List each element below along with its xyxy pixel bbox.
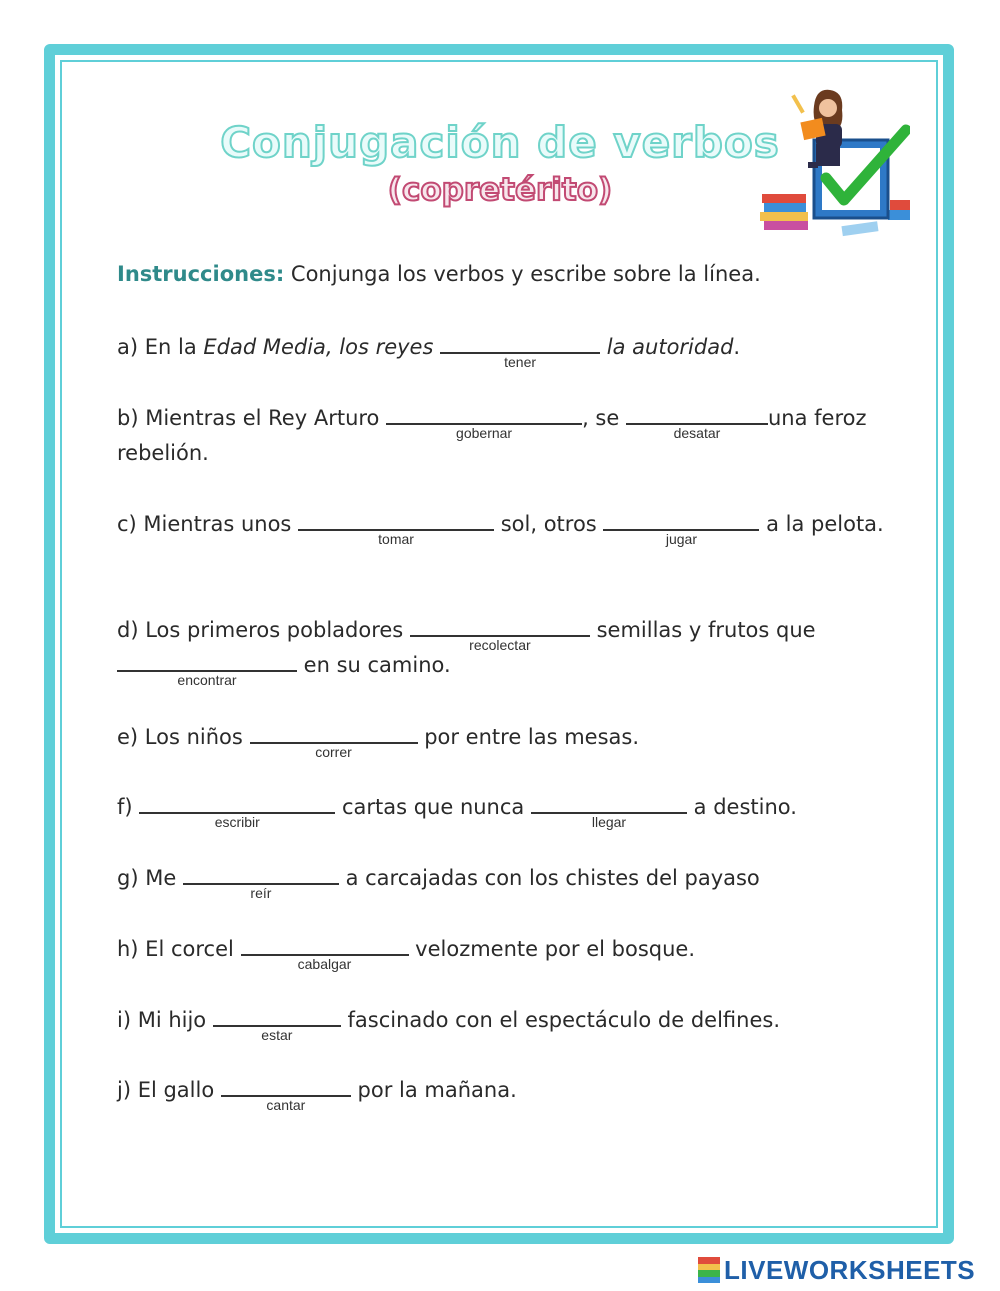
exercise-i bbox=[117, 1003, 917, 1043]
exercise-text: f) bbox=[117, 795, 140, 819]
answer-blank-e1[interactable] bbox=[250, 724, 418, 760]
exercise-f bbox=[117, 790, 917, 830]
answer-blank-g1[interactable] bbox=[183, 865, 339, 901]
exercise-text: velozmente por el bosque. bbox=[408, 937, 696, 961]
exercise-text: b) Mientras el Rey Arturo bbox=[117, 406, 387, 430]
exercise-text: j) El gallo bbox=[117, 1078, 221, 1102]
exercise-text: semillas y frutos que bbox=[589, 618, 816, 642]
page-title: Conjugación de verbos bbox=[220, 118, 780, 167]
answer-blank-i1[interactable] bbox=[213, 1007, 341, 1043]
exercise-text: g) Me bbox=[117, 866, 183, 890]
answer-blank-a1[interactable] bbox=[440, 334, 600, 370]
verb-hint: tomar bbox=[378, 531, 414, 547]
verb-hint: estar bbox=[261, 1027, 293, 1043]
answer-blank-d1[interactable] bbox=[410, 617, 590, 653]
exercise-text: una feroz rebelión. bbox=[117, 406, 867, 465]
verb-hint: desatar bbox=[673, 425, 721, 441]
answer-blank-c1[interactable] bbox=[298, 511, 494, 547]
verb-hint: correr bbox=[315, 744, 352, 760]
verb-hint: cantar bbox=[266, 1097, 306, 1113]
exercise-text: a carcajadas con los chistes del payaso bbox=[338, 866, 760, 890]
answer-blank-f2[interactable] bbox=[531, 794, 687, 830]
exercise-text: cartas que nunca bbox=[335, 795, 531, 819]
exercise-e bbox=[117, 720, 917, 760]
verb-hint: reír bbox=[250, 885, 272, 901]
verb-hint: jugar bbox=[665, 531, 697, 547]
answer-blank-h1[interactable] bbox=[241, 936, 409, 972]
exercise-text: Edad Media, los reyes bbox=[203, 335, 441, 359]
exercise-g bbox=[117, 861, 917, 901]
instructions bbox=[117, 262, 917, 286]
exercise-text: a la pelota. bbox=[759, 512, 884, 536]
verb-hint: gobernar bbox=[456, 425, 513, 441]
answer-blank-j1[interactable] bbox=[221, 1077, 351, 1113]
verb-hint: recolectar bbox=[469, 637, 531, 653]
verb-hint: cabalgar bbox=[297, 956, 352, 972]
exercise-j bbox=[117, 1073, 917, 1113]
verb-hint: llegar bbox=[591, 814, 627, 830]
exercise-text: . bbox=[733, 335, 741, 359]
verb-hint: escribir bbox=[214, 814, 260, 830]
exercise-text: c) Mientras unos bbox=[117, 512, 299, 536]
page-subtitle: (copretérito) bbox=[387, 172, 613, 208]
teacher-reading-clipart bbox=[758, 86, 910, 242]
exercise-text: fascinado con el espectáculo de delfines. bbox=[340, 1008, 780, 1032]
exercise-text: por la mañana. bbox=[350, 1078, 517, 1102]
exercise-d bbox=[117, 613, 917, 688]
exercise-text: en su camino. bbox=[297, 653, 451, 677]
exercise-text: i) Mi hijo bbox=[117, 1008, 213, 1032]
exercise-text: a destino. bbox=[686, 795, 797, 819]
teacher-figure bbox=[791, 90, 842, 168]
verb-hint: tener bbox=[504, 354, 537, 370]
instructions-lead: Instrucciones: bbox=[117, 262, 285, 286]
footer-brand-text: LIVEWORKSHEETS bbox=[724, 1254, 976, 1285]
verb-hint: encontrar bbox=[177, 672, 237, 688]
exercise-text: sol, otros bbox=[494, 512, 604, 536]
exercise-b bbox=[117, 401, 917, 471]
answer-blank-f1[interactable] bbox=[139, 794, 335, 830]
answer-blank-c2[interactable] bbox=[603, 511, 759, 547]
instructions-text: Conjunga los verbos y escribe sobre la línea. bbox=[284, 262, 761, 286]
answer-blank-b2[interactable] bbox=[626, 405, 768, 441]
exercise-a bbox=[117, 330, 917, 370]
liveworksheets-logo-icon bbox=[698, 1257, 720, 1283]
exercise-text: la autoridad bbox=[606, 335, 734, 359]
exercise-text: a) En la bbox=[117, 335, 204, 359]
exercise-text: d) Los primeros pobladores bbox=[117, 618, 410, 642]
exercise-text: h) El corcel bbox=[117, 937, 241, 961]
answer-blank-d2[interactable] bbox=[117, 652, 297, 688]
exercise-c bbox=[117, 507, 917, 547]
footer-brand[interactable] bbox=[698, 1256, 975, 1284]
exercise-text: e) Los niños bbox=[117, 725, 250, 749]
exercise-text: , se bbox=[582, 406, 626, 430]
answer-blank-b1[interactable] bbox=[386, 405, 582, 441]
exercise-h bbox=[117, 932, 917, 972]
exercise-text: por entre las mesas. bbox=[417, 725, 640, 749]
